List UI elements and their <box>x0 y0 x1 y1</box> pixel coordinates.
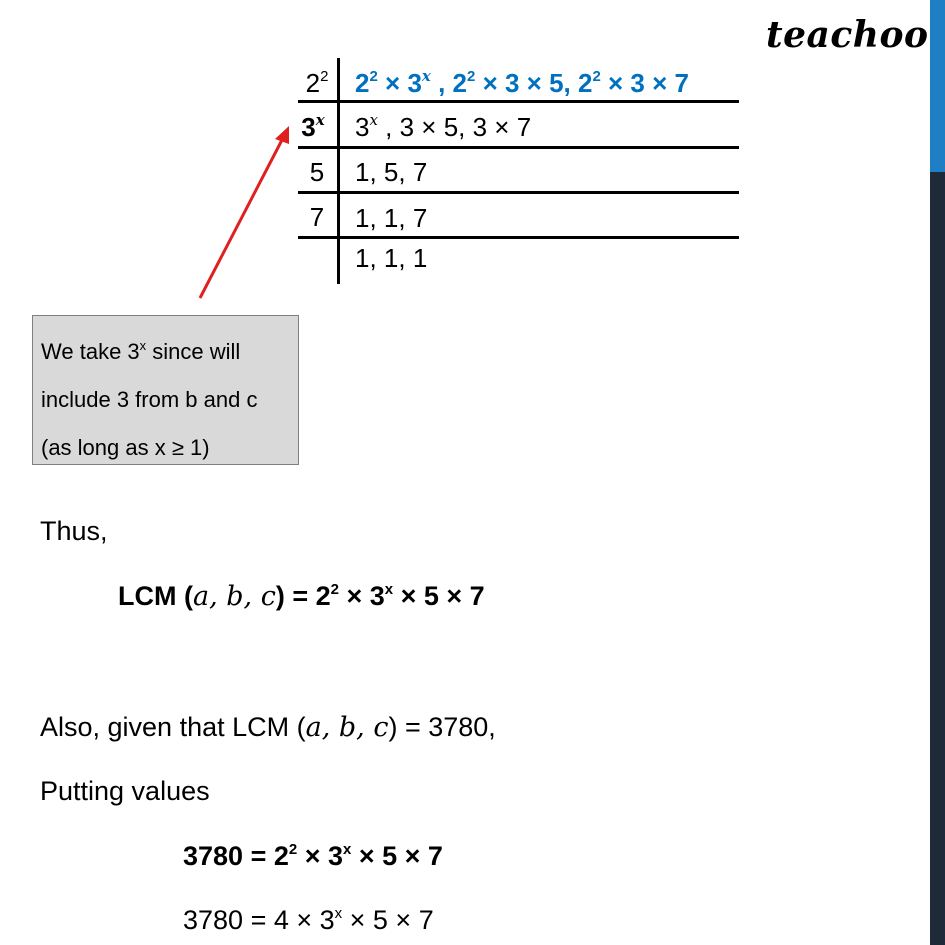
divisor-row-1: $2^2$ <box>305 68 329 98</box>
teachoo-logo: teachoo <box>766 14 929 56</box>
quotient-row-4: 1, 1, 7 <box>355 203 428 233</box>
right-sidebar-accent <box>930 0 945 172</box>
thus-text: Thus, <box>40 516 108 546</box>
divisor-row-3: 5 <box>309 157 325 187</box>
equation-2: $3780 = 4 \times 3^x \times 5 \times 7$ <box>183 905 434 935</box>
putting-values-text: Putting values <box>40 776 210 806</box>
division-vertical-line <box>337 58 340 284</box>
division-line-1 <box>298 100 739 103</box>
lcm-result: LCM (a, b, $c) = 2^2 \times 3^x \times 5 \times 7$ <box>118 581 485 612</box>
explanation-note-box <box>32 315 299 465</box>
quotient-row-1: $2^2 \times 3^x$ , $2^2 \times 3 \times 5$, $2^2 \times 3 \times 7$ <box>355 67 689 98</box>
divisor-row-2: 3$^x$ <box>301 111 325 142</box>
divisor-row-4: 7 <box>309 202 325 232</box>
note-line-2: include 3 from b and c <box>41 387 258 412</box>
division-line-2 <box>298 146 739 149</box>
quotient-row-2: 3$^x$ , 3 × 5, 3 × 7 <box>355 111 532 142</box>
quotient-row-5: 1, 1, 1 <box>355 243 428 273</box>
given-lcm-text: Also, given that LCM (a, b, c) = 3780, <box>40 712 496 743</box>
note-line-1: We take 3$^x$ since will <box>41 338 241 364</box>
note-line-3: (as long as x ≥ 1) <box>41 435 210 460</box>
quotient-row-3: 1, 5, 7 <box>355 157 428 187</box>
division-line-4 <box>298 236 739 239</box>
division-line-3 <box>298 191 739 194</box>
equation-1: $3780 = 2^2 \times 3^x \times 5 \times 7$ <box>183 841 443 871</box>
